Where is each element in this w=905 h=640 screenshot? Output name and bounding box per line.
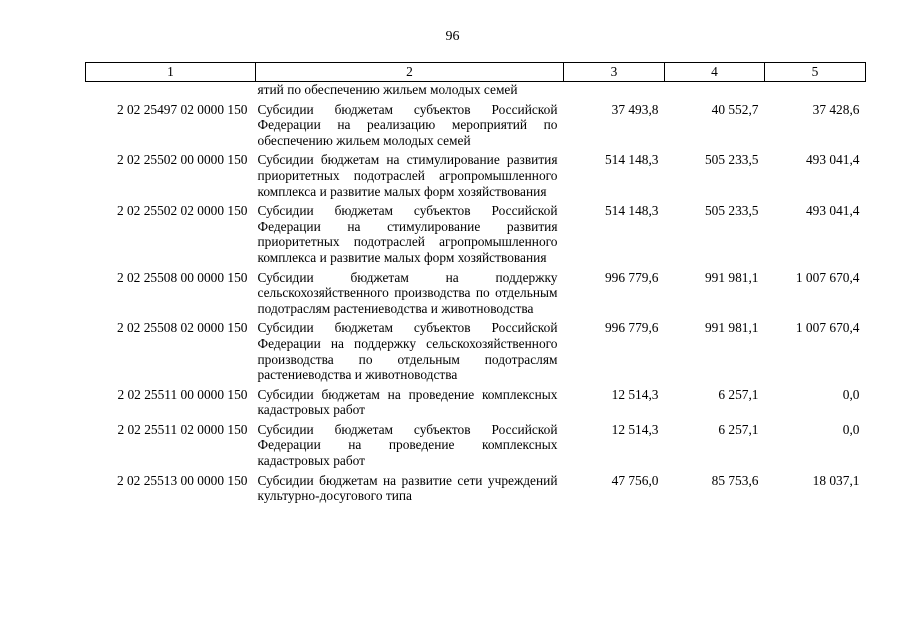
row-value-3: 47 756,0 [611, 472, 659, 488]
row-name: Субсидии бюджетам субъектов Российской Федерации на поддержку сельскохозяйственного производства по отдельным подотраслям растениеводства и животноводства [257, 320, 558, 383]
continuation-row [86, 82, 866, 98]
row-code: 2 02 25508 00 0000 150 [116, 269, 248, 285]
row-value-4: 505 233,5 [704, 152, 759, 168]
row-value-4: 991 981,1 [704, 320, 759, 336]
column-header-5: 5 [765, 63, 866, 82]
row-code: 2 02 25511 02 0000 150 [117, 421, 248, 437]
row-code: 2 02 25497 02 0000 150 [116, 101, 248, 117]
table-row [86, 383, 866, 418]
continuation-text: ятий по обеспечению жильем молодых семей [257, 82, 518, 97]
column-header-2: 2 [256, 63, 564, 82]
table-row [86, 148, 866, 199]
table-row [86, 418, 866, 469]
row-name: Субсидии бюджетам субъектов Российской Федерации на стимулирование развития приоритетных подотраслей агропромышленного комплекса и развитие малых форм хозяйствования [257, 203, 558, 265]
row-value-4: 505 233,5 [704, 203, 759, 219]
row-value-5: 0,0 [842, 421, 860, 437]
table-row [86, 266, 866, 317]
row-value-5: 1 007 670,4 [795, 269, 860, 285]
budget-table [85, 62, 866, 504]
table-header-row [86, 63, 866, 82]
row-code: 2 02 25511 00 0000 150 [117, 386, 248, 402]
row-code: 2 02 25508 02 0000 150 [116, 320, 248, 336]
row-code: 2 02 25513 00 0000 150 [116, 472, 248, 488]
column-header-4: 4 [665, 63, 765, 82]
row-value-5: 18 037,1 [812, 472, 860, 488]
column-header-1: 1 [86, 63, 256, 82]
row-value-5: 1 007 670,4 [795, 320, 860, 336]
row-value-3: 12 514,3 [611, 386, 659, 402]
row-code: 2 02 25502 00 0000 150 [116, 152, 248, 168]
table-row [86, 469, 866, 504]
column-header-3: 3 [564, 63, 665, 82]
row-value-5: 493 041,4 [805, 203, 860, 219]
row-value-3: 12 514,3 [611, 421, 659, 437]
table-row [86, 199, 866, 265]
row-value-4: 40 552,7 [711, 101, 759, 117]
row-value-3: 996 779,6 [604, 320, 659, 336]
row-value-4: 85 753,6 [711, 472, 759, 488]
row-code: 2 02 25502 02 0000 150 [116, 203, 248, 219]
row-name: Субсидии бюджетам субъектов Российской Федерации на реализацию мероприятий по обеспечению жильем молодых семей [257, 101, 558, 148]
row-value-5: 0,0 [842, 386, 860, 402]
row-value-3: 996 779,6 [604, 269, 659, 285]
table-row [86, 316, 866, 382]
row-value-5: 493 041,4 [805, 152, 860, 168]
page-number: 96 [445, 29, 460, 44]
row-value-4: 6 257,1 [718, 386, 759, 402]
row-name: Субсидии бюджетам на стимулирование развития приоритетных подотраслей агропромышленного комплекса и развитие малых форм хозяйствования [257, 152, 558, 199]
row-value-3: 514 148,3 [604, 203, 659, 219]
row-value-3: 37 493,8 [611, 101, 659, 117]
row-name: Субсидии бюджетам на проведение комплексных кадастровых работ [257, 386, 558, 418]
row-value-4: 991 981,1 [704, 269, 759, 285]
row-value-5: 37 428,6 [812, 101, 860, 117]
row-name: Субсидии бюджетам субъектов Российской Федерации на проведение комплексных кадастровых работ [257, 421, 558, 469]
row-value-3: 514 148,3 [604, 152, 659, 168]
row-name: Субсидии бюджетам на развитие сети учреждений культурно-досугового типа [257, 472, 558, 504]
row-name: Субсидии бюджетам на поддержку сельскохозяйственного производства по отдельным подотраслям растениеводства и животноводства [257, 269, 558, 316]
table-row [86, 98, 866, 149]
row-value-4: 6 257,1 [718, 421, 759, 437]
